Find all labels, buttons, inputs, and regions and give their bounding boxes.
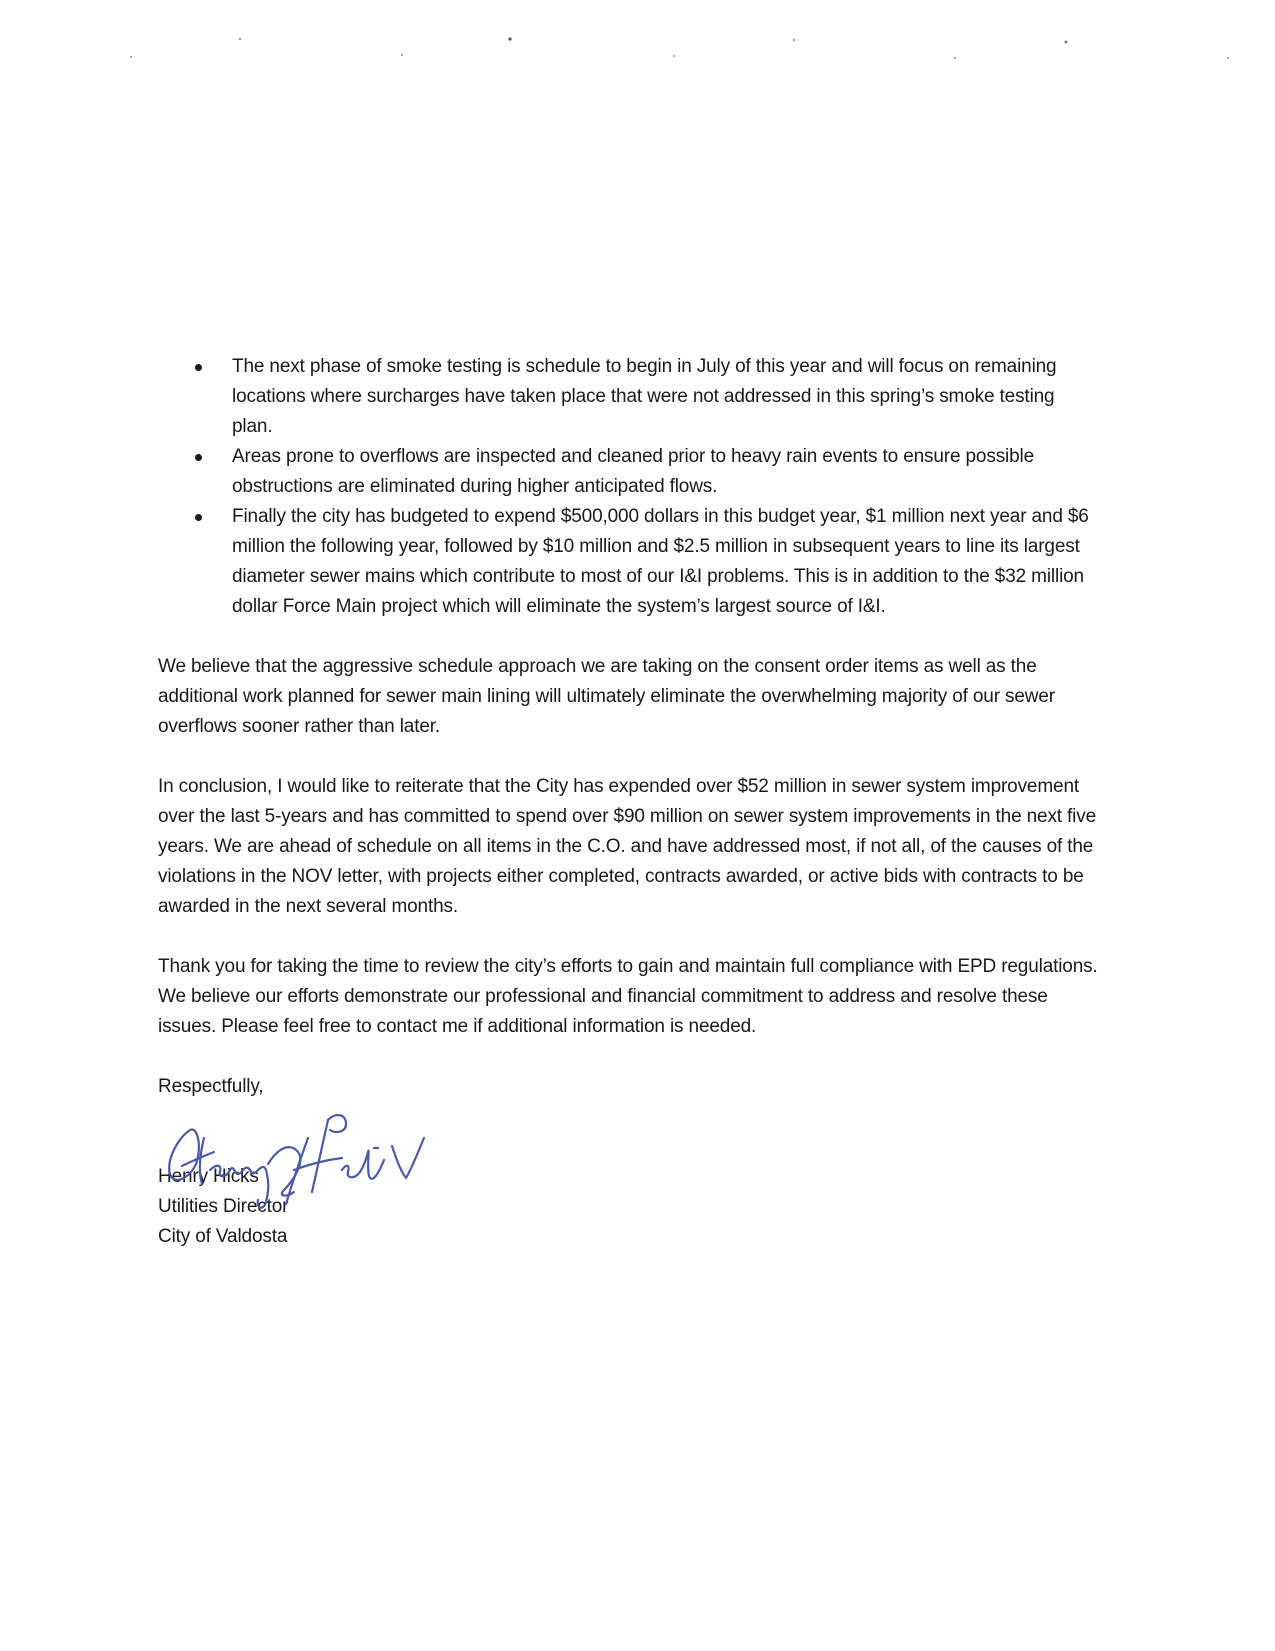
handwritten-signature <box>160 1108 432 1216</box>
scan-specks <box>0 0 1275 80</box>
paragraph-schedule: We believe that the aggressive schedule approach we are taking on the consent order items as well as the additional work planned for sewer main lining will ultimately eliminate the overwhelming majority of our sewer overflows sooner rather than later. <box>158 656 1055 737</box>
list-item <box>158 442 1098 502</box>
list-item <box>158 352 1098 442</box>
signer-title: Utilities Director <box>158 1196 289 1217</box>
list-item <box>158 502 1098 622</box>
signer-name: Henry Hicks <box>158 1166 259 1187</box>
bullet-text: The next phase of smoke testing is schedule to begin in July of this year and will focus on remaining locations where surcharges have taken place that were not addressed in this spring’s smoke testing plan. <box>232 356 1057 437</box>
bullet-dot-icon <box>195 364 202 371</box>
paragraph-conclusion: In conclusion, I would like to reiterate that the City has expended over $52 million in sewer system improvement over the last 5-years and has committed to spend over $90 million on sewer system improvements in the next five years. We are ahead of schedule on all items in the C.O. and have addressed most, if not all, of the causes of the violations in the NOV letter, with projects either completed, contracts awarded, or active bids with contracts to be awarded in the next several months. <box>158 776 1097 917</box>
bullet-text: Finally the city has budgeted to expend $500,000 dollars in this budget year, $1 million next year and $6 million the following year, followed by $10 million and $2.5 million in subsequent years to line its largest diameter sewer mains which contribute to most of our I&I problems. This is in addition to the $32 million dollar Force Main project which will eliminate the system’s largest source of I&I. <box>232 506 1089 617</box>
signer-organization: City of Valdosta <box>158 1226 288 1247</box>
bullet-dot-icon <box>195 454 202 461</box>
bullet-list <box>158 352 1098 622</box>
bullet-text: Areas prone to overflows are inspected and cleaned prior to heavy rain events to ensure possible obstructions are eliminated during higher anticipated flows. <box>232 446 1035 497</box>
bullet-dot-icon <box>195 514 202 521</box>
salutation: Respectfully, <box>158 1076 264 1097</box>
paragraph-thanks: Thank you for taking the time to review the city’s efforts to gain and maintain full compliance with EPD regulations. We believe our efforts demonstrate our professional and financial commitment to address and resolve these issues. Please feel free to contact me if additional information is needed. <box>158 956 1098 1037</box>
